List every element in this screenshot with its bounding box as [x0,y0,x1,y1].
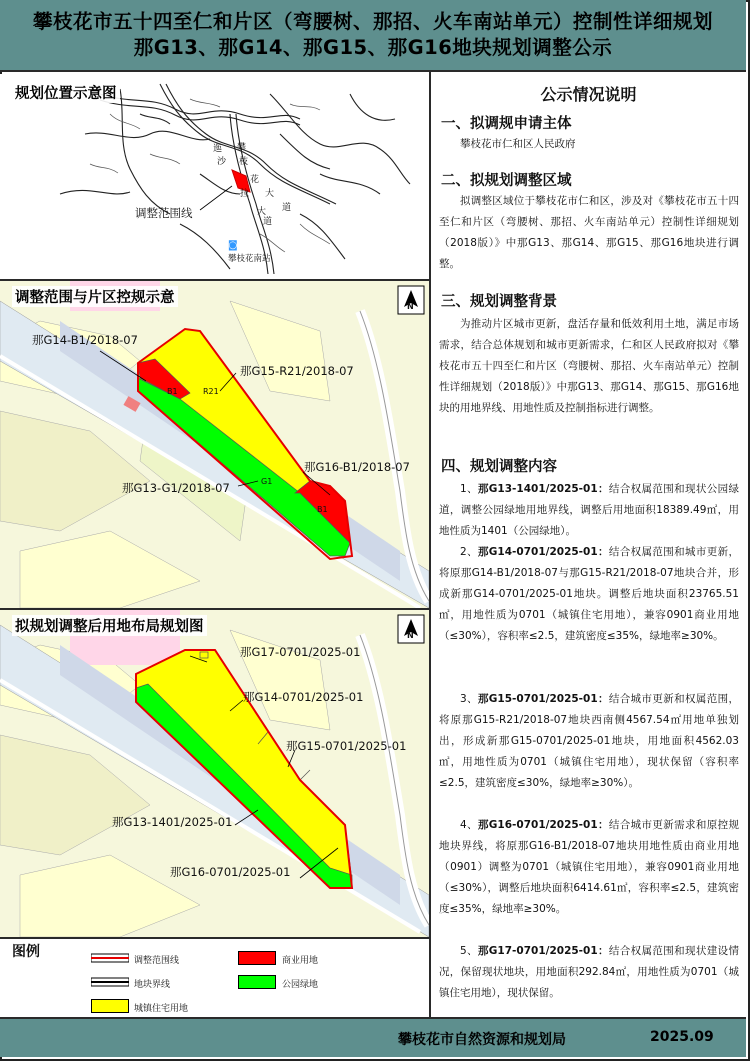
item-5 [439,941,739,1004]
current-zoning-map [0,281,429,608]
label-g16-b1: 那G16-B1/2018-07 [304,460,410,474]
road-char-7: 枝 [239,157,249,167]
proposed-layout-map [0,610,429,937]
code-b1-b: B1 [317,505,328,514]
legend-label-boundary: 调整范围线 [134,956,180,966]
north-label-2: N [407,631,414,640]
code-g1: G1 [261,477,273,486]
label-g17-0701: 那G17-0701/2025-01 [240,645,361,659]
label-g14-b1: 那G14-B1/2018-07 [32,333,138,347]
item-3-lead: 3、 [460,693,478,705]
legend-label-parcel: 地块界线 [134,980,171,990]
proposed-layout-canvas [0,610,429,937]
legend-label-park: 公园绿地 [282,980,319,990]
legend-title: 图例 [12,944,40,960]
item-4-text: 结合城市更新需求和原控规地块界线，将原那G16-B1/2018-07地块用地性质由商业用地（0901）调整为0701（城镇住宅用地），兼容0901商业用地（≤30%），调整后地块面积6414.61㎡，容积率≤2.5，建筑密度≤35%，绿地率≥30%。 [439,819,740,915]
label-g15-0701: 那G15-0701/2025-01 [286,739,407,753]
location-panel-title: 规划位置示意图 [12,82,120,103]
legend-swatch-commercial [238,951,276,965]
current-zoning-canvas [0,281,429,608]
item-5-text: 结合权属范围和现状建设情况，保留现状地块，用地面积292.84㎡，用地性质为0701（城镇住宅用地），现状保留。 [439,945,740,999]
item-2-code: 那G14-0701/2025-01： [477,546,609,558]
legend-label-commercial: 商业用地 [282,956,319,966]
section-2-heading: 二、拟规划调整区域 [441,173,572,189]
legend-label-residential: 城镇住宅用地 [134,1004,189,1014]
section-2-body: 拟调整区域位于攀枝花市仁和区，涉及对《攀枝花市五十四至仁和片区（弯腰树、那招、火车南站单元）控制性详细规划（2018版）》中那G13、那G14、那G15、那G16地块进行调整。 [439,195,739,270]
road-char-6: 攀 [237,143,247,153]
code-b1-a: B1 [167,387,178,396]
road-char-1: 迤 [213,144,223,154]
item-4-code: 那G16-0701/2025-01： [477,819,609,831]
title-banner [0,0,746,72]
item-5-lead: 5、 [460,945,478,957]
section-1-heading: 一、拟调规申请主体 [441,116,572,132]
section-1-body: 攀枝花市仁和区人民政府 [460,138,576,150]
item-1-lead: 1、 [460,483,478,495]
legend-swatch-residential [91,999,129,1013]
legend-swatch-parcel [91,975,129,989]
title-line-1: 攀枝花市五十四至仁和片区（弯腰树、那招、火车南站单元）控制性详细规划 [32,10,713,33]
station-glyph: ◙ [228,240,238,251]
location-map [0,74,429,279]
proposed-panel-title: 拟规划调整后用地布局规划图 [12,615,207,636]
label-g13-g1: 那G13-G1/2018-07 [122,481,230,495]
legend-swatch-boundary [91,951,129,965]
road-char-9: 大 [265,189,275,199]
current-panel-title: 调整范围与片区控规示意 [12,286,178,307]
footer-date: 2025.09 [650,1029,714,1045]
label-g13-1401: 那G13-1401/2025-01 [112,815,233,829]
item-1 [439,479,739,542]
road-char-5: 道 [263,217,273,227]
location-label-station: 攀枝花南站 [228,254,271,264]
title-line-2: 那G13、那G14、那G15、那G16地块规划调整公示 [133,36,613,59]
item-2-lead: 2、 [460,546,478,558]
item-3 [439,689,739,794]
item-2 [439,542,739,647]
road-char-8: 花 [250,175,260,185]
label-g15-r21: 那G15-R21/2018-07 [240,364,354,378]
code-r21: R21 [203,387,219,396]
label-g16-0701: 那G16-0701/2025-01 [170,865,291,879]
legend [0,937,429,1017]
item-4 [439,815,739,920]
notice-column [431,74,746,1017]
north-label: N [407,302,414,311]
road-char-4: 大 [257,207,267,217]
footer-org: 攀枝花市自然资源和规划局 [398,1032,566,1048]
item-3-text: 结合城市更新和权属范围，将原那G15-R21/2018-07地块西南侧4567.54㎡用地单独划出，形成新那G15-0701/2025-01地块，用地面积4562.03㎡，用地性质为0701（城镇住宅用地），现状保留（容积率≤2.5，建筑密度≤30%，绿地率≥30%）。 [439,693,740,789]
legend-swatch-park [238,975,276,989]
notice-title: 公示情况说明 [540,85,637,104]
section-3-body: 为推动片区城市更新，盘活存量和低效利用土地，满足市场需求，结合总体规划和城市更新需求，仁和区人民政府拟对《攀枝花市五十四至仁和片区（弯腰树、那招、火车南站单元）控制性详细规划（2018版）》中那G13、那G14、那G15、那G16地块的用地界线、用地性质及控制指标进行调整。 [439,318,739,414]
road-char-10: 道 [282,203,292,213]
location-label-boundary: 调整范围线 [135,206,193,220]
section-3-heading: 三、规划调整背景 [441,294,557,310]
item-2-text: 结合权属范围和城市更新，将原那G14-B1/2018-07与那G15-R21/2018-07地块合并，形成新那G14-0701/2025-01地块。调整后地块面积23765.51㎡，用地性质为0701（城镇住宅用地），兼容0901商业用地（≤30%），容积率≤2.5，建筑密度≤35%，绿地率≥30%。 [439,546,740,642]
footer-bar [0,1017,746,1057]
label-g14-0701: 那G14-0701/2025-01 [243,690,364,704]
road-char-2: 沙 [217,157,227,167]
item-1-code: 那G13-1401/2025-01： [477,483,609,495]
location-map-canvas [0,74,429,279]
item-3-code: 那G15-0701/2025-01： [477,693,609,705]
item-5-code: 那G17-0701/2025-01： [477,945,609,957]
road-char-3: 拉 [240,189,250,199]
section-4-heading: 四、规划调整内容 [441,459,557,475]
item-4-lead: 4、 [460,819,478,831]
item-1-text: 结合权属范围和现状公园绿道，调整公园绿地用地界线，调整后用地面积18389.49㎡，用地性质为1401（公园绿地）。 [439,483,740,537]
